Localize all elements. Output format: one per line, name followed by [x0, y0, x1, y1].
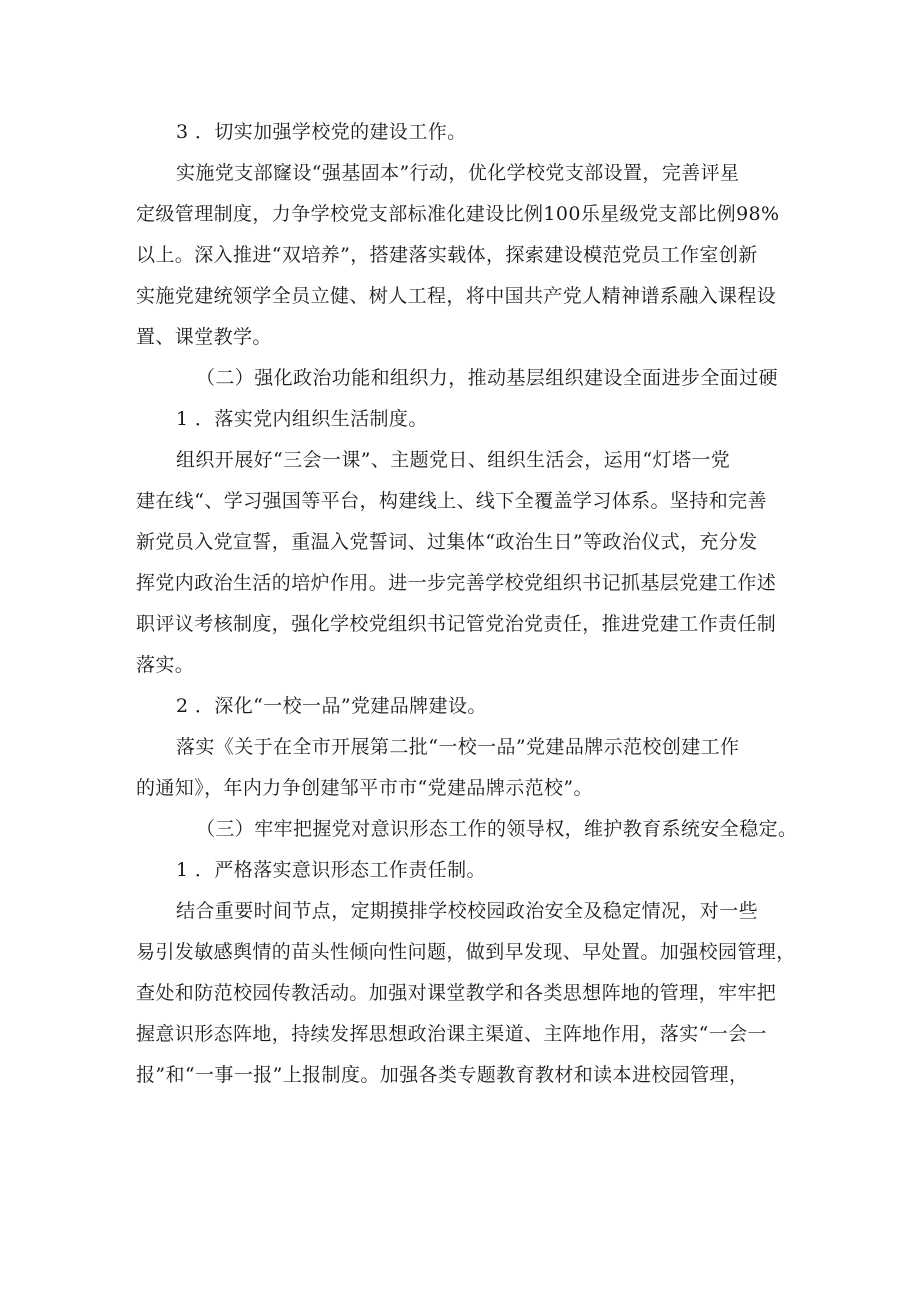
text-line: 实施党支部窿设“强基固本”行动，优化学校党支部设置，完善评星	[176, 162, 740, 184]
text-line: 1 ．落实党内组织生活制度。	[176, 408, 428, 430]
paragraph-h2a	[136, 686, 800, 727]
text-line: 落实。	[136, 654, 195, 676]
text-line: 报”和“一事一报”上报制度。加强各类专题教育教材和读本进校园管理，	[136, 1064, 749, 1086]
paragraph-h3b	[136, 809, 800, 850]
document-body	[136, 112, 800, 1096]
paragraph-h3	[136, 112, 800, 153]
text-line: 挥党内政治生活的培炉作用。进一步完善学校党组织书记抓基层党建工作述	[136, 572, 777, 594]
text-line: 职评议考核制度，强化学校党组织书记管党治党责任，推进党建工作责任制	[136, 613, 777, 635]
text-line: 落实《关于在全市开展第二批“一校一品”党建品牌示范校创建工作	[176, 736, 740, 758]
text-line: 实施党建统领学全员立健、树人工程，将中国共产党人精神谱系融入课程设	[136, 285, 777, 307]
paragraph-h1a	[136, 399, 800, 440]
text-line: 定级管理制度，力争学校党支部标准化建设比例100乐星级党支部比例98%	[136, 203, 780, 225]
text-line: 新党员入党宣誓，重温入党誓词、过集体“政治生日”等政治仪式，充分发	[136, 531, 758, 553]
text-line: 易引发敏感舆情的苗头性倾向性问题，做到早发现、早处置。加强校园管理，	[136, 941, 796, 963]
text-line: 2 ．深化“一校一品”党建品牌建设。	[176, 695, 487, 717]
text-line: 建在线“、学习强国等平台，构建线上、线下全覆盖学习体系。坚持和完善	[136, 490, 767, 512]
text-line: 握意识形态阵地，持续发挥思想政治课主渠道、主阵地作用，落实“一会一	[136, 1023, 767, 1045]
paragraph-p4	[136, 891, 800, 1096]
paragraph-p3	[136, 727, 800, 809]
text-line: 以上。深入推进“双培养”，搭建落实载体，探索建设模范党员工作室创新	[136, 244, 758, 266]
text-line: 组织开展好“三会一课”、主题党日、组织生活会，运用“灯塔一党	[176, 449, 731, 471]
text-line: 的通知》，年内力争创建邹平市市“党建品牌示范校”。	[136, 777, 593, 799]
text-line: 3 ．切实加强学校党的建设工作。	[176, 121, 467, 143]
paragraph-p1	[136, 153, 800, 358]
text-line: 查处和防范校园传教活动。加强对课堂教学和各类思想阵地的管理，牢牢把	[136, 982, 777, 1004]
text-line: （三）牢牢把握党对意识形态工作的领导权，维护教育系统安全稳定。	[196, 818, 798, 840]
text-line: 置、课堂教学。	[136, 326, 272, 348]
text-line: 结合重要时间节点，定期摸排学校校园政治安全及稳定情况，对一些	[176, 900, 759, 922]
paragraph-p2	[136, 440, 800, 686]
text-line: 1 ．严格落实意识形态工作责任制。	[176, 859, 486, 881]
paragraph-h2	[136, 358, 800, 399]
paragraph-h1b	[136, 850, 800, 891]
text-line: （二）强化政治功能和组织力，推动基层组织建设全面进步全面过硬	[196, 367, 779, 389]
